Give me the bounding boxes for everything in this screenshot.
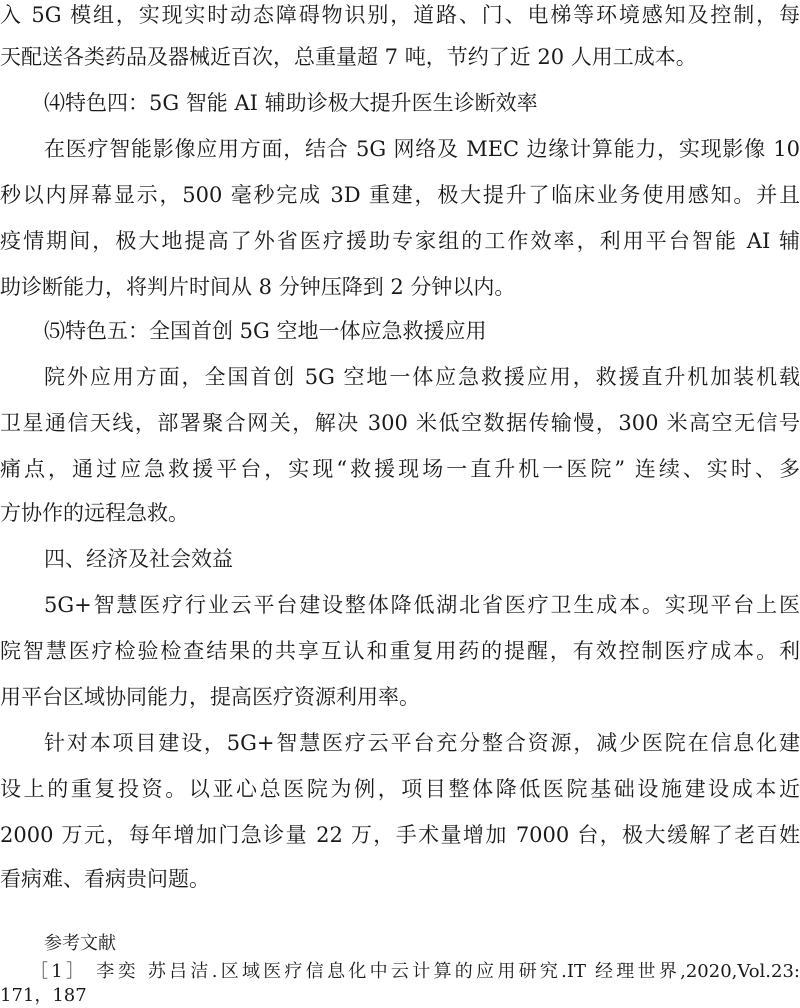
body-line: 助诊断能力，将判片时间从 8 分钟压降到 2 分钟以内。 — [0, 275, 516, 299]
feature5-heading: ⑸特色五：全国首创 5G 空地一体应急救援应用 — [44, 319, 487, 343]
body-line: 用平台区域协同能力，提高医疗资源利用率。 — [0, 685, 420, 709]
body-line: 秒以内屏幕显示，500 毫秒完成 3D 重建，极大提升了临床业务使用感知。并且 — [0, 183, 800, 207]
body-line: 入 5G 模组，实现实时动态障碍物识别，道路、门、电梯等环境感知及控制，每 — [0, 3, 800, 27]
body-line: 5G+智慧医疗行业云平台建设整体降低湖北省医疗卫生成本。实现平台上医 — [44, 593, 800, 617]
body-line: 在医疗智能影像应用方面，结合 5G 网络及 MEC 边缘计算能力，实现影像 10 — [44, 137, 800, 161]
body-line: 2000 万元，每年增加门急诊量 22 万，手术量增加 7000 台，极大缓解了老百姓 — [0, 823, 800, 847]
body-line: 院智慧医疗检验检查结果的共享互认和重复用药的提醒，有效控制医疗成本。利 — [0, 639, 800, 663]
reference-item: ［1］ 李奕 苏吕洁.区域医疗信息化中云计算的应用研究.IT 经理世界,2020,Vol.23: — [30, 961, 800, 982]
body-line: 疫情期间，极大地提高了外省医疗援助专家组的工作效率，利用平台智能 AI 辅 — [0, 229, 800, 253]
body-line: 院外应用方面，全国首创 5G 空地一体应急救援应用，救援直升机加装机载 — [44, 365, 800, 389]
body-line: 痛点，通过应急救援平台，实现“救援现场一直升机一医院” 连续、实时、多 — [0, 457, 800, 481]
references-title: 参考文献 — [44, 933, 116, 954]
section4-heading: 四、经济及社会效益 — [44, 547, 233, 571]
feature4-heading: ⑷特色四：5G 智能 AI 辅助诊极大提升医生诊断效率 — [44, 91, 538, 115]
body-line: 针对本项目建设，5G+智慧医疗云平台充分整合资源，减少医院在信息化建 — [44, 731, 800, 755]
body-line: 设上的重复投资。以亚心总医院为例，项目整体降低医院基础设施建设成本近 — [0, 777, 800, 801]
body-line: 看病难、看病贵问题。 — [0, 867, 210, 891]
reference-item-continuation: 171，187 — [0, 985, 87, 1006]
body-line: 方协作的远程急救。 — [0, 501, 189, 525]
body-line: 卫星通信天线，部署聚合网关，解决 300 米低空数据传输慢，300 米高空无信号 — [0, 411, 800, 435]
body-line: 天配送各类药品及器械近百次，总重量超 7 吨，节约了近 20 人用工成本。 — [0, 45, 697, 69]
